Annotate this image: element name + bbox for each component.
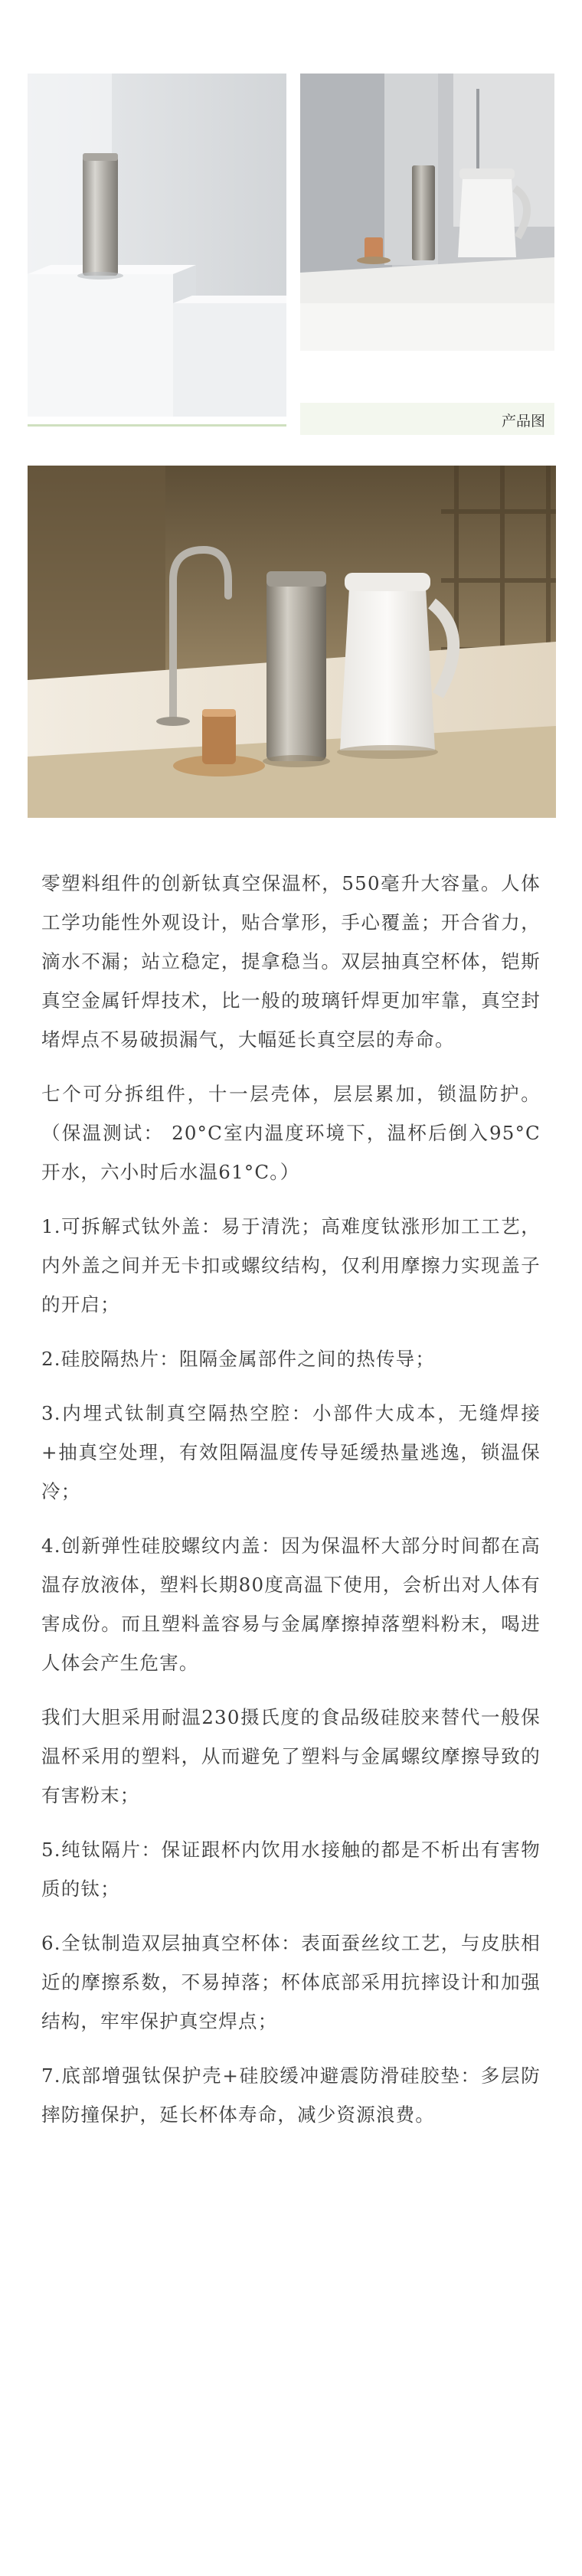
caption-text: 产品图 (501, 413, 545, 430)
paragraph-item-1: 1.可拆解式钛外盖：易于清洗；高难度钛涨形加工工艺，内外盖之间并无卡扣或螺纹结构，仅利用摩擦力实现盖子的开启； (41, 1215, 541, 1316)
paragraph-item-2: 2.硅胶隔热片：阻隔金属部件之间的热传导； (41, 1348, 436, 1370)
paragraph-item-3: 3.内埋式钛制真空隔热空腔：小部件大成本，无缝焊接+抽真空处理，有效阻隔温度传导延缓热量逃逸，锁温保冷； (41, 1402, 541, 1502)
paragraph-item-6: 6.全钛制造双层抽真空杯体：表面蚕丝纹工艺，与皮肤相近的摩擦系数，不易掉落；杯体底部采用抗摔设计和加强结构，牢牢保护真空焊点； (41, 1932, 541, 2032)
paragraph-silicone: 我们大胆采用耐温230摄氏度的食品级硅胶来替代一般保温杯采用的塑料，从而避免了塑料与金属螺纹摩擦导致的有害粉末； (41, 1706, 541, 1806)
paragraph-item-7: 7.底部增强钛保护壳+硅胶缓冲避震防滑硅胶垫：多层防摔防撞保护，延长杯体寿命，减少资源浪费。 (41, 2064, 541, 2126)
paragraph-item-5: 5.纯钛隔片：保证跟杯内饮用水接触的都是不析出有害物质的钛； (41, 1839, 541, 1900)
left-photo-underline (28, 424, 286, 427)
top-image-grid (28, 74, 554, 429)
product-photo-wide (28, 466, 556, 818)
product-photo-right (300, 74, 554, 351)
article-body (41, 864, 541, 2149)
paragraph-components: 七个可分拆组件，十一层壳体，层层累加，锁温防护。（保温测试： 20°C室内温度环境下，温杯后倒入95°C开水，六小时后水温61°C。） (41, 1083, 541, 1183)
product-photo-left (28, 74, 286, 417)
caption-bar (300, 403, 554, 435)
paragraph-item-4: 4.创新弹性硅胶螺纹内盖：因为保温杯大部分时间都在高温存放液体，塑料长期80度高温下使用，会析出对人体有害成份。而且塑料盖容易与金属摩擦掉落塑料粉末，喝进人体会产生危害。 (41, 1535, 541, 1674)
paragraph-intro: 零塑料组件的创新钛真空保温杯，550毫升大容量。人体工学功能性外观设计，贴合掌形，手心覆盖；开合省力，滴水不漏；站立稳定，提拿稳当。双层抽真空杯体，铠斯真空金属钎焊技术，比一般的玻璃钎焊更加牢靠，真空封堵焊点不易破损漏气，大幅延长真空层的寿命。 (41, 872, 541, 1051)
